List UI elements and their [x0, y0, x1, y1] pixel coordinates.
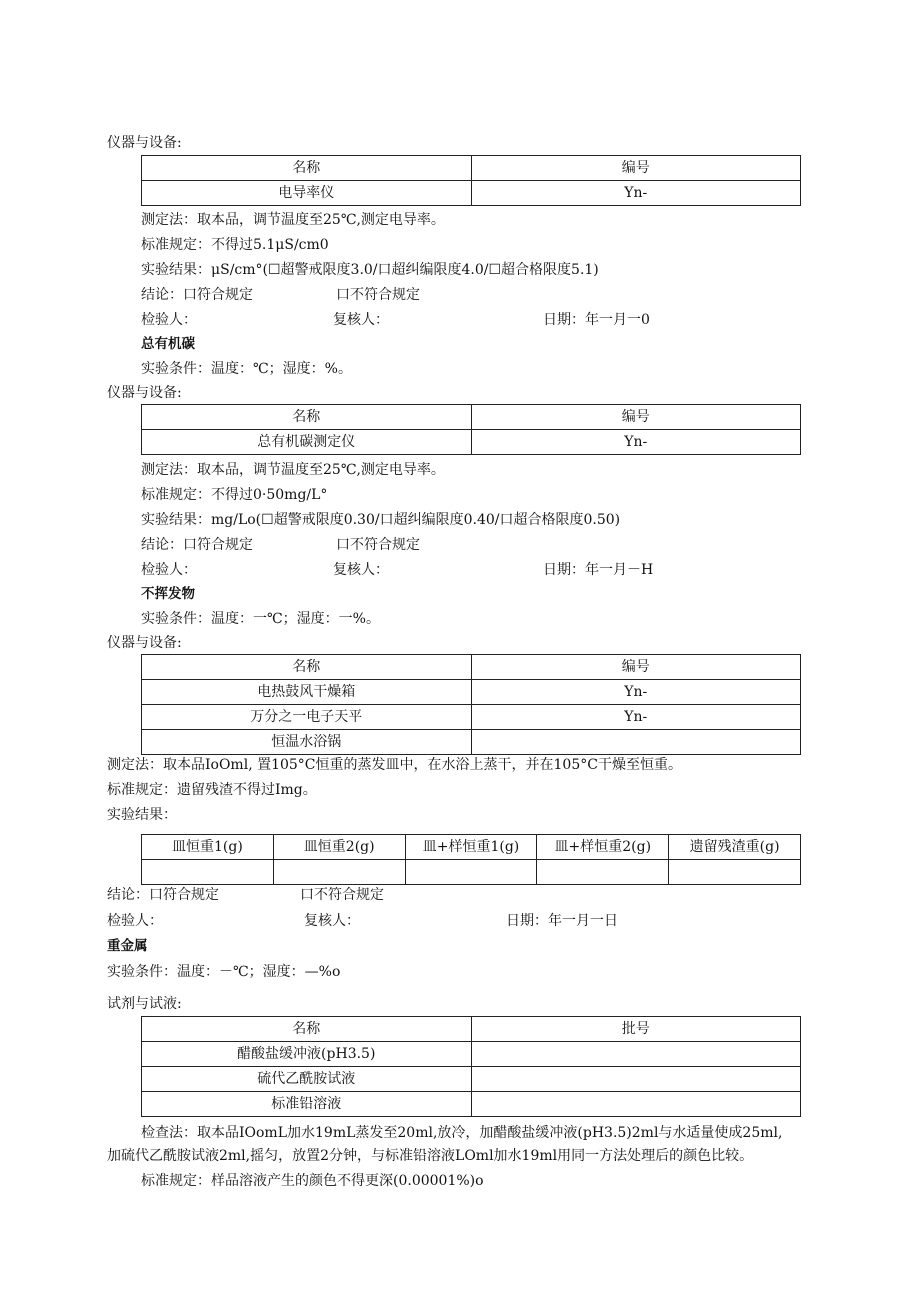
table-row	[142, 1042, 801, 1067]
table-row	[142, 705, 801, 730]
date-label: 日期：年一月－H	[543, 562, 654, 578]
date-label: 日期：年一月一日	[506, 913, 618, 929]
header-number: 编号	[471, 156, 801, 181]
header-dish-weight-2: 皿恒重2(g)	[273, 835, 405, 860]
table-row	[142, 680, 801, 705]
result-text: 实验结果：μS∕cm°(☐超警戒限度3.0/口超纠编限度4.0/☐超合格限度5.1)	[141, 262, 599, 278]
cell-name: 醋酸盐缓冲液(pH3.5)	[142, 1042, 472, 1067]
conclusion-fail: 口不符合规定	[336, 537, 420, 553]
conditions-text: 实验条件：温度：－℃；湿度：—%o	[107, 964, 341, 980]
table-row	[142, 1092, 801, 1117]
reviewer-label: 复核人：	[333, 312, 389, 328]
result-table	[141, 834, 801, 885]
reviewer-label: 复核人：	[333, 562, 389, 578]
table-row	[142, 430, 801, 455]
header-dish-sample-weight-1: 皿+样恒重1(g)	[405, 835, 537, 860]
section-title: 重金属	[107, 938, 148, 954]
cell-dish-weight-1[interactable]	[142, 860, 274, 885]
table-header-row	[142, 156, 801, 181]
cell-number	[471, 730, 801, 755]
reagent-table	[141, 1016, 801, 1117]
section-title: 总有机碳	[141, 336, 195, 352]
header-dish-weight-1: 皿恒重1(g)	[142, 835, 274, 860]
inspector-label: 检验人：	[141, 312, 197, 328]
reviewer-label: 复核人：	[304, 913, 360, 929]
instruments-label: 仪器与设备:	[107, 635, 182, 651]
instrument-table	[141, 654, 801, 755]
instruments-label: 仪器与设备:	[107, 385, 182, 401]
table-row	[142, 181, 801, 206]
conditions-text: 实验条件：温度：一℃；湿度：一%。	[141, 611, 380, 627]
table-header-row	[142, 405, 801, 430]
header-batch: 批号	[471, 1017, 801, 1042]
cell-number: Yn-	[471, 705, 801, 730]
cell-dish-sample-weight-2[interactable]	[537, 860, 669, 885]
conclusion-fail: 口不符合规定	[336, 287, 420, 303]
cell-name: 电热鼓风干燥箱	[142, 680, 472, 705]
cell-dish-weight-2[interactable]	[273, 860, 405, 885]
method-text: 测定法：取本品，调节温度至25℃,测定电导率。	[141, 212, 445, 228]
cell-name: 恒温水浴锅	[142, 730, 472, 755]
cell-residue-weight[interactable]	[669, 860, 801, 885]
cell-name: 硫代乙酰胺试液	[142, 1067, 472, 1092]
cell-name: 电导率仪	[142, 181, 472, 206]
section-title: 不挥发物	[141, 586, 195, 602]
cell-name: 万分之一电子天平	[142, 705, 472, 730]
cell-number: Yn-	[471, 680, 801, 705]
reagents-label: 试剂与试液:	[107, 996, 182, 1012]
standard-text: 标准规定：样品溶液产生的颜色不得更深(0.00001%)o	[141, 1173, 484, 1189]
table-row	[142, 730, 801, 755]
header-name: 名称	[142, 655, 472, 680]
table-header-row	[142, 835, 801, 860]
method-text: 测定法：取本品，调节温度至25℃,测定电导率。	[141, 462, 445, 478]
standard-text: 标准规定：不得过5.1μS∕cm0	[141, 237, 329, 253]
instrument-table	[141, 155, 801, 206]
inspector-label: 检验人：	[107, 913, 163, 929]
standard-text: 标准规定：遗留残渣不得过Img。	[107, 782, 317, 798]
conclusion-pass: 结论：口符合规定	[141, 287, 253, 303]
cell-name: 标准铅溶液	[142, 1092, 472, 1117]
table-header-row	[142, 655, 801, 680]
result-label: 实验结果：	[107, 807, 177, 823]
conclusion-pass: 结论：口符合规定	[107, 887, 219, 903]
table-header-row	[142, 1017, 801, 1042]
inspector-label: 检验人：	[141, 562, 197, 578]
header-number: 编号	[471, 405, 801, 430]
method-text-continued: 加硫代乙酰胺试液2ml,摇匀，放置2分钟，与标准铅溶液LOml加水19ml用同一方法处理后的颜色比较。	[107, 1148, 754, 1164]
cell-batch	[471, 1092, 801, 1117]
standard-text: 标准规定：不得过0·50mg∕L°	[141, 487, 328, 503]
cell-batch	[471, 1067, 801, 1092]
date-label: 日期：年一月一0	[543, 312, 650, 328]
header-number: 编号	[471, 655, 801, 680]
header-name: 名称	[142, 1017, 472, 1042]
result-text: 实验结果：mg/Lo(☐超警戒限度0.30/口超纠编限度0.40/口超合格限度0.50)	[141, 512, 621, 528]
instruments-label: 仪器与设备:	[107, 135, 182, 151]
header-name: 名称	[142, 405, 472, 430]
conclusion-pass: 结论：口符合规定	[141, 537, 253, 553]
instrument-table	[141, 404, 801, 455]
cell-dish-sample-weight-1[interactable]	[405, 860, 537, 885]
table-row	[142, 1067, 801, 1092]
header-residue-weight: 遗留残渣重(g)	[669, 835, 801, 860]
header-name: 名称	[142, 156, 472, 181]
conclusion-fail: 口不符合规定	[300, 887, 384, 903]
cell-batch	[471, 1042, 801, 1067]
header-dish-sample-weight-2: 皿+样恒重2(g)	[537, 835, 669, 860]
conditions-text: 实验条件：温度：℃；湿度：%。	[141, 361, 352, 377]
cell-name: 总有机碳测定仪	[142, 430, 472, 455]
method-text: 检查法：取本品IOomL加水19mL蒸发至20ml,放冷，加醋酸盐缓冲液(pH3.5)2ml与水适量使成25ml,	[141, 1125, 783, 1141]
method-text: 测定法：取本品IoOml, 置105°C恒重的蒸发皿中，在水浴上蒸干，并在105°C干燥至恒重。	[107, 757, 682, 773]
cell-number: Yn-	[471, 181, 801, 206]
cell-number: Yn-	[471, 430, 801, 455]
table-row	[142, 860, 801, 885]
